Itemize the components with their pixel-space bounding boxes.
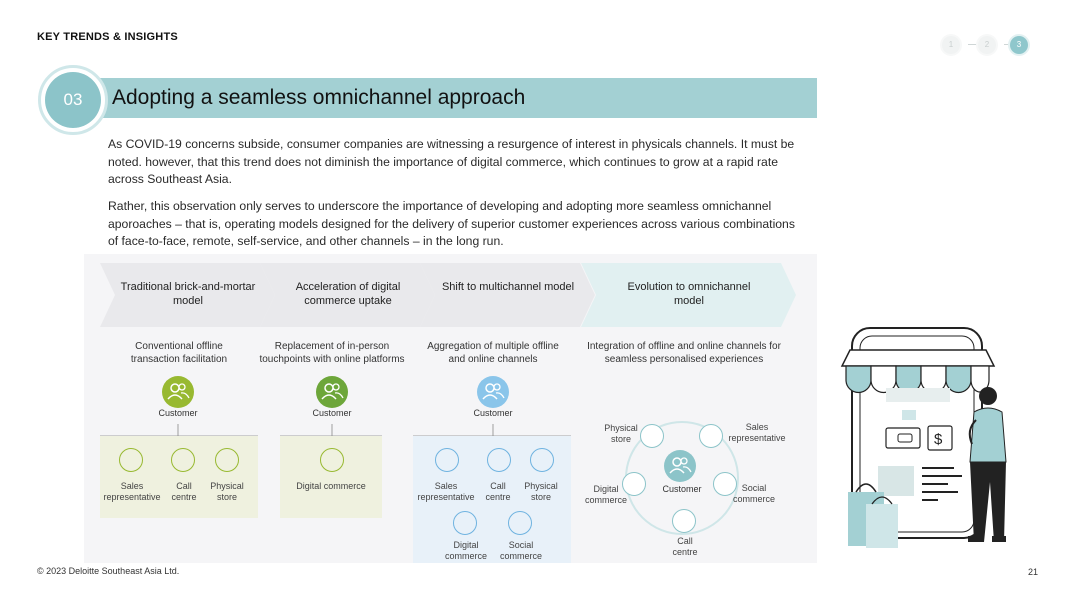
social-commerce-label: Social commerce — [499, 540, 542, 561]
page-dot-2[interactable]: 2 — [978, 36, 996, 54]
laptop-icon — [320, 448, 344, 472]
customer-label: Customer — [158, 408, 198, 418]
call-centre-icon — [672, 509, 696, 533]
physical-store-label: Physical store — [604, 423, 638, 444]
stage-1-title: Traditional brick-and-mortar model — [120, 281, 256, 307]
sales-representative-label: Sales representative — [728, 422, 786, 443]
sales-representative-icon — [435, 448, 459, 472]
stage-3-title: Shift to multichannel model — [441, 281, 575, 293]
customer-label: Customer — [312, 408, 352, 418]
stage-3-chevron — [420, 263, 595, 327]
shopfront-with-shopper-illustration — [828, 322, 1018, 552]
stage-2-title: Acceleration of digital commerce uptake — [295, 281, 401, 307]
customer-icon — [664, 450, 696, 482]
page-number: 21 — [1028, 567, 1039, 577]
sales-representative-icon — [119, 448, 143, 472]
sales-representative-label: Sales representative — [417, 481, 475, 502]
stage-3-description: Aggregation of multiple offline and online channels — [427, 341, 559, 365]
physical-store-icon — [215, 448, 239, 472]
physical-store-label: Physical store — [210, 481, 244, 502]
stage-4-description: Integration of offline and online channels for seamless personalised experiences — [587, 341, 781, 365]
stage-1-description: Conventional offline transaction facilitation — [130, 341, 228, 365]
copyright: © 2023 Deloitte Southeast Asia Ltd. — [37, 566, 180, 576]
customer-icon — [477, 376, 509, 408]
stage-2-description: Replacement of in-person touchpoints with online platforms — [259, 341, 405, 365]
call-centre-icon — [487, 448, 511, 472]
call-centre-label: Call centre — [171, 481, 197, 502]
digital-commerce-label: Digital commerce — [296, 481, 366, 491]
section-heading: KEY TRENDS & INSIGHTS — [37, 31, 178, 43]
call-centre-icon — [171, 448, 195, 472]
svg-text:$: $ — [934, 431, 943, 448]
physical-store-label: Physical store — [524, 481, 558, 502]
customer-label: Customer — [473, 408, 513, 418]
page-title: Adopting a seamless omnichannel approach — [112, 86, 526, 109]
body-paragraph-1: As COVID-19 concerns subside, consumer companies are witnessing a resurgence of interest in physicals channels. It must be noted. however, that this trend does not diminish the importance of digital commerce, which continues to grow at a rapid rate across Southeast Asia. — [108, 137, 795, 186]
sales-representative-icon — [699, 424, 723, 448]
mobile-phone-icon — [508, 511, 532, 535]
customer-icon — [162, 376, 194, 408]
body-paragraph-2: Rather, this observation only serves to underscore the importance of developing and adopting more seamless omnichannel aporoaches – that is, operating models designed for the delivery of superior customer experiences across various combinations of face-to-face, remote, self-service, and other channels – in the long run. — [108, 199, 795, 248]
page-dot-1[interactable]: 1 — [942, 36, 960, 54]
pager-connector — [968, 44, 978, 45]
social-commerce-label: Social commerce — [732, 483, 775, 504]
sales-representative-label: Sales representative — [103, 481, 161, 502]
stage-4-title: Evolution to omnichannel model — [627, 281, 751, 307]
page-indicator — [942, 36, 1032, 54]
call-centre-label: Call centre — [485, 481, 511, 502]
customer-icon — [316, 376, 348, 408]
page-dot-3-active[interactable]: 3 — [1010, 36, 1028, 54]
digital-commerce-label: Digital commerce — [584, 484, 627, 505]
customer-label: Customer — [662, 484, 702, 494]
physical-store-icon — [530, 448, 554, 472]
laptop-icon — [453, 511, 477, 535]
section-number: 03 — [45, 72, 101, 128]
call-centre-label: Call centre — [672, 536, 698, 557]
digital-commerce-label: Digital commerce — [444, 540, 487, 561]
